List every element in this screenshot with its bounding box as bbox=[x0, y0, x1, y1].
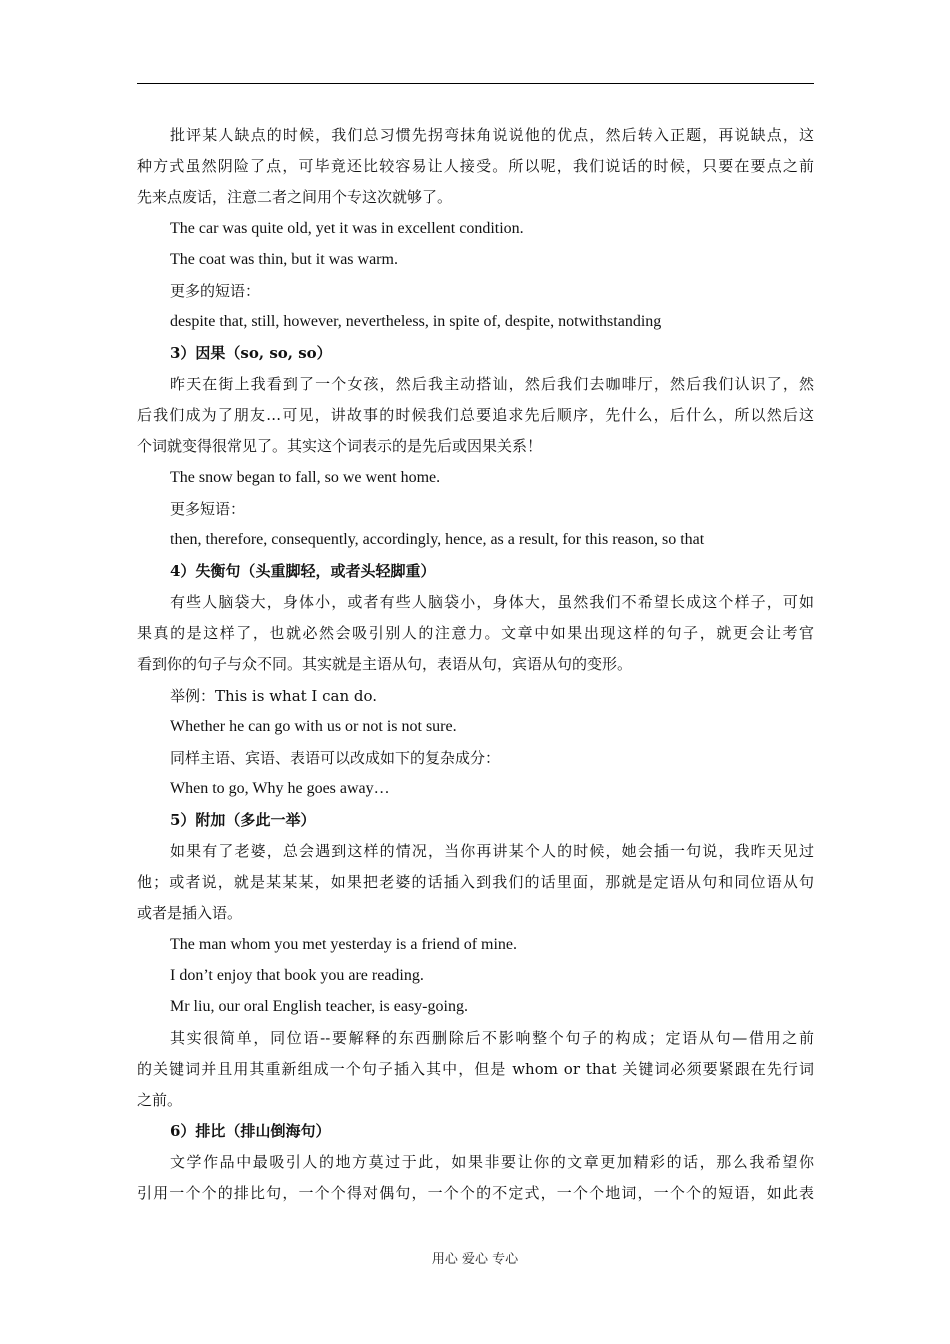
section-heading: 6）排比（排山倒海句） bbox=[170, 1122, 331, 1140]
phrase-list: then, therefore, consequently, accordingly, hence, as a result, for this reason, so that bbox=[170, 531, 705, 548]
example-sentence: I don’t enjoy that book you are reading. bbox=[170, 967, 424, 984]
paragraph-line: 或者是插入语。 bbox=[137, 904, 243, 922]
example-sentence: 举例：This is what I can do. bbox=[170, 687, 378, 705]
phrase-heading: 更多短语： bbox=[170, 500, 246, 518]
example-sentence: The man whom you met yesterday is a friend of mine. bbox=[170, 936, 518, 953]
paragraph-line: 后我们成为了朋友…可见，讲故事的时候我们总要追求先后顺序，先什么，后什么，所以然后这 bbox=[137, 406, 814, 424]
section-heading: 5）附加（多此一举） bbox=[170, 811, 316, 829]
header-rule bbox=[137, 83, 814, 84]
example-sentence: The coat was thin, but it was warm. bbox=[170, 251, 398, 268]
paragraph-line: 的关键词并且用其重新组成一个句子插入其中，但是 whom or that 关键词必须要紧跟在先行词 bbox=[137, 1060, 814, 1078]
paragraph-line: 看到你的句子与众不同。其实就是主语从句，表语从句，宾语从句的变形。 bbox=[137, 655, 633, 673]
paragraph-line: 如果有了老婆，总会遇到这样的情况，当你再讲某个人的时候，她会插一句说，我昨天见过 bbox=[170, 842, 814, 860]
paragraph-line: 他；或者说，就是某某某，如果把老婆的话插入到我们的话里面，那就是定语从句和同位语从句 bbox=[137, 873, 814, 891]
paragraph-line: 文学作品中最吸引人的地方莫过于此，如果非要让你的文章更加精彩的话，那么我希望你 bbox=[170, 1153, 814, 1171]
paragraph-line: 昨天在街上我看到了一个女孩，然后我主动搭讪，然后我们去咖啡厅，然后我们认识了，然 bbox=[170, 375, 814, 393]
paragraph-line: 批评某人缺点的时候，我们总习惯先拐弯抹角说说他的优点，然后转入正题，再说缺点，这 bbox=[170, 126, 814, 144]
phrase-list: despite that, still, however, nevertheless, in spite of, despite, notwithstanding bbox=[170, 313, 662, 330]
paragraph-line: 种方式虽然阴险了点，可毕竟还比较容易让人接受。所以呢，我们说话的时候，只要在要点之前 bbox=[137, 157, 814, 175]
section-heading: 4）失衡句（头重脚轻，或者头轻脚重） bbox=[170, 562, 436, 580]
section-heading: 3）因果（so, so, so） bbox=[170, 344, 332, 362]
paragraph-line: 之前。 bbox=[137, 1091, 183, 1109]
phrase-heading: 更多的短语： bbox=[170, 282, 261, 300]
paragraph-line: 引用一个个的排比句，一个个得对偶句，一个个的不定式，一个个地词，一个个的短语，如此表 bbox=[137, 1184, 814, 1202]
example-sentence: Whether he can go with us or not is not sure. bbox=[170, 718, 457, 735]
example-sentence: The snow began to fall, so we went home. bbox=[170, 469, 441, 486]
example-sentence: When to go, Why he goes away… bbox=[170, 780, 390, 797]
paragraph-line: 先来点废话，注意二者之间用个专这次就够了。 bbox=[137, 188, 453, 206]
paragraph-line: 个词就变得很常见了。其实这个词表示的是先后或因果关系！ bbox=[137, 437, 543, 455]
page-footer: 用心 爱心 专心 bbox=[431, 1252, 519, 1267]
paragraph-line: 有些人脑袋大，身体小，或者有些人脑袋小，身体大，虽然我们不希望长成这个样子，可如 bbox=[170, 593, 814, 611]
paragraph-line: 果真的是这样了，也就必然会吸引别人的注意力。文章中如果出现这样的句子，就更会让考官 bbox=[137, 624, 814, 642]
paragraph-line: 同样主语、宾语、表语可以改成如下的复杂成分： bbox=[170, 749, 501, 767]
paragraph-line: 其实很简单，同位语--要解释的东西删除后不影响整个句子的构成；定语从句—借用之前 bbox=[170, 1029, 814, 1047]
example-sentence: Mr liu, our oral English teacher, is easy-going. bbox=[170, 998, 468, 1015]
example-sentence: The car was quite old, yet it was in excellent condition. bbox=[170, 220, 524, 237]
